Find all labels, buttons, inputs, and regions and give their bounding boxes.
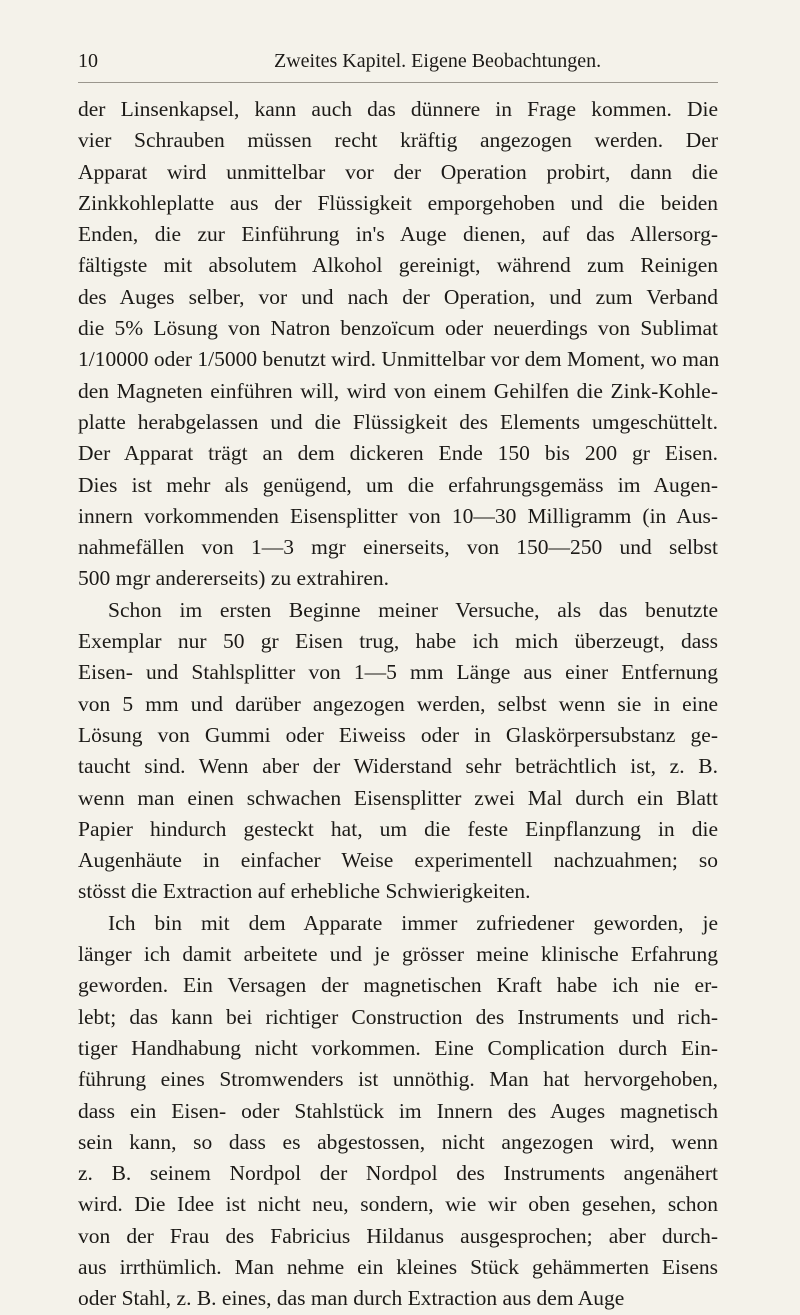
text-line: Enden, die zur Einführung in's Auge dienen, auf das Allersorg- (78, 222, 718, 247)
text-line: der Linsenkapsel, kann auch das dünnere in Frage kommen. Die (78, 97, 718, 121)
text-line: vier Schrauben müssen recht kräftig angezogen werden. Der (78, 128, 718, 153)
text-line: z. B. seinem Nordpol der Nordpol des Instruments angenähert (78, 1161, 718, 1186)
text-line: taucht sind. Wenn aber der Widerstand sehr beträchtlich ist, z. B. (78, 754, 718, 779)
text-line: 1/10000 oder 1/5000 benutzt wird. Unmittelbar vor dem Moment, wo man (78, 347, 720, 372)
text-line: Schon im ersten Beginne meiner Versuche, als das benutzte (108, 597, 718, 622)
text-line: fältigste mit absolutem Alkohol gereinigt, während zum Reinigen (78, 253, 718, 278)
text-line: Dies ist mehr als genügend, um die erfahrungsgemäss im Augen- (78, 472, 718, 497)
text-line: Der Apparat trägt an dem dickeren Ende 150 bis 200 gr Eisen. (78, 441, 718, 466)
text-line: des Auges selber, vor und nach der Operation, und zum Verband (78, 284, 718, 309)
text-line: tiger Handhabung nicht vorkommen. Eine Complication durch Ein- (78, 1035, 718, 1060)
text-line: Augenhäute in einfacher Weise experimentell nachzuahmen; so (78, 848, 718, 873)
text-line: dass ein Eisen- oder Stahlstück im Innern des Auges magnetisch (78, 1098, 718, 1123)
text-line: 500 mgr andererseits) zu extrahiren. (78, 566, 390, 591)
text-line: Zinkkohleplatte aus der Flüssigkeit emporgehoben und die beiden (78, 190, 718, 215)
text-line: lebt; das kann bei richtiger Construction des Instruments und rich- (78, 1004, 718, 1029)
text-line: sein kann, so dass es abgestossen, nicht angezogen wird, wenn (78, 1129, 718, 1154)
running-title: Zweites Kapitel. Eigene Beobachtungen. (274, 50, 602, 72)
header-rule (78, 82, 718, 83)
text-line: aus irrthümlich. Man nehme ein kleines Stück gehämmerten Eisens (78, 1254, 718, 1279)
text-line: Eisen- und Stahlsplitter von 1—5 mm Länge aus einer Entfernung (78, 660, 718, 685)
text-line: von der Frau des Fabricius Hildanus ausgesprochen; aber durch- (78, 1223, 718, 1248)
text-line: innern vorkommenden Eisensplitter von 10—30 Milligramm (in Aus- (78, 503, 718, 528)
text-line: oder Stahl, z. B. eines, das man durch Extraction aus dem Auge (78, 1286, 625, 1311)
text-line: Lösung von Gummi oder Eiweiss oder in Glaskörpersubstanz ge- (78, 722, 718, 747)
page-number: 10 (78, 50, 98, 72)
text-line: wenn man einen schwachen Eisensplitter zwei Mal durch ein Blatt (78, 785, 718, 810)
text-line: platte herabgelassen und die Flüssigkeit des Elements umgeschüttelt. (78, 409, 718, 434)
text-line: von 5 mm und darüber angezogen werden, selbst wenn sie in eine (78, 691, 718, 716)
text-line: die 5% Lösung von Natron benzoïcum oder neuerdings von Sublimat (78, 316, 718, 341)
text-line: Ich bin mit dem Apparate immer zufriedener geworden, je (108, 910, 718, 935)
running-header (78, 50, 718, 78)
text-line: Apparat wird unmittelbar vor der Operation probirt, dann die (78, 159, 718, 184)
text-line: geworden. Ein Versagen der magnetischen Kraft habe ich nie er- (78, 973, 718, 998)
text-line: Papier hindurch gesteckt hat, um die feste Einpflanzung in die (78, 816, 718, 841)
text-line: den Magneten einführen will, wird von einem Gehilfen die Zink-Kohle- (78, 378, 718, 403)
text-line: Exemplar nur 50 gr Eisen trug, habe ich mich überzeugt, dass (78, 629, 718, 654)
text-line: führung eines Stromwenders ist unnöthig. Man hat hervorgehoben, (78, 1067, 718, 1092)
text-line: wird. Die Idee ist nicht neu, sondern, wie wir oben gesehen, schon (78, 1192, 718, 1217)
page-body (78, 94, 718, 1315)
text-line: stösst die Extraction auf erhebliche Schwierigkeiten. (78, 879, 531, 904)
text-line: länger ich damit arbeitete und je grösser meine klinische Erfahrung (78, 942, 718, 967)
text-line: nahmefällen von 1—3 mgr einerseits, von 150—250 und selbst (78, 535, 718, 560)
